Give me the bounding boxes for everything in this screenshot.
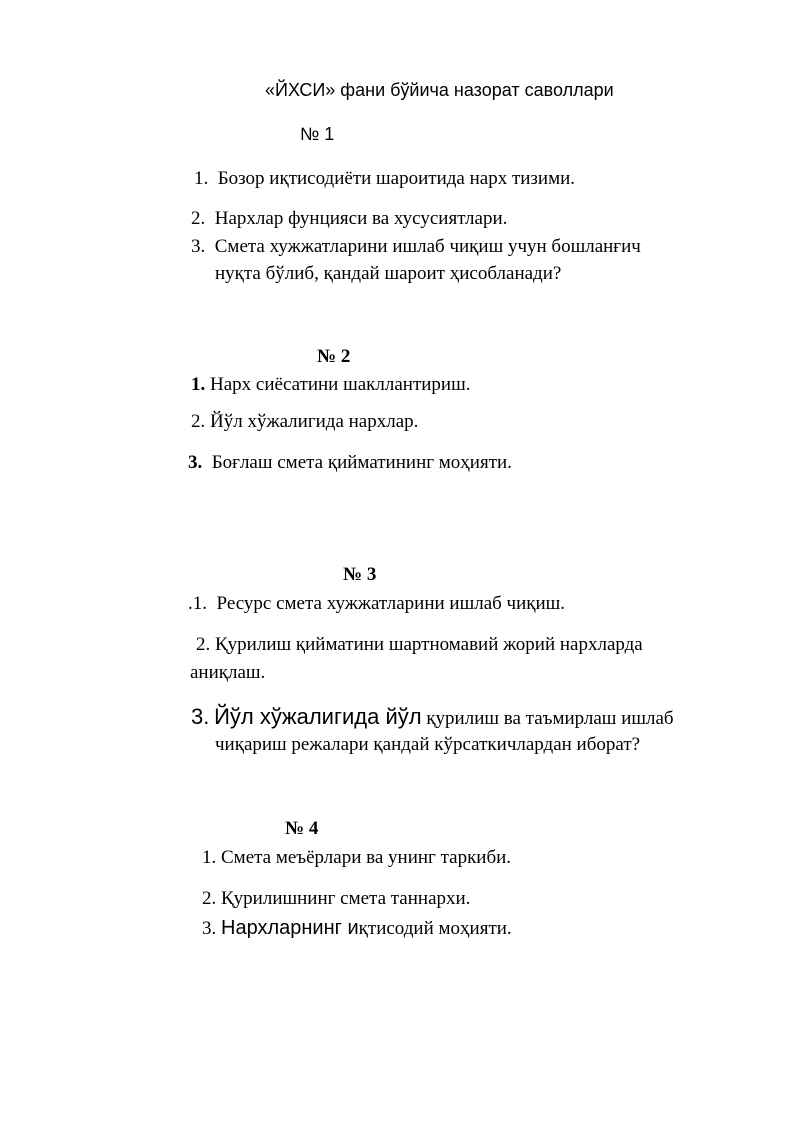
item-number: 3. <box>188 452 203 473</box>
item-text: Нархлар фунцияси ва хусусиятлари. <box>214 208 508 229</box>
list-item <box>188 592 565 616</box>
item-text: қтисодий моҳияти. <box>358 918 512 939</box>
item-text-emphasis: Нархларнинг и <box>221 917 359 939</box>
item-text-continuation: нуқта бўлиб, қандай шароит ҳисобланади? <box>215 263 562 284</box>
item-number: 2. <box>191 208 206 229</box>
item-text: Смета хужжатларини ишлаб чиқиш учун бошланғич <box>214 236 641 257</box>
item-number: .1. <box>188 593 207 614</box>
item-text: Боғлаш смета қийматининг моҳияти. <box>211 452 512 473</box>
section-2-heading: № 2 <box>317 346 351 367</box>
list-item <box>191 207 507 231</box>
page-title: «ЙХСИ» фани бўйича назорат саволлари <box>265 80 614 100</box>
item-text: Нарх сиёсатини шакллантириш. <box>210 374 471 395</box>
item-text: Ресурс смета хужжатларини ишлаб чиқиш. <box>216 593 566 614</box>
list-item <box>202 887 470 911</box>
list-item <box>191 373 470 397</box>
list-item <box>191 705 674 731</box>
item-text: Смета меъёрлари ва унинг таркиби. <box>221 847 512 868</box>
item-text: Қурилиш қийматини шартномавий жорий нархларда <box>215 634 643 655</box>
list-item <box>191 235 641 259</box>
item-number: 3. <box>191 236 206 257</box>
section-1-heading: № 1 <box>300 124 335 144</box>
item-text-emphasis: Йўл хўжалигида йўл <box>214 704 422 729</box>
item-number: 2. <box>196 634 211 655</box>
list-item <box>196 633 643 657</box>
list-item <box>191 410 418 434</box>
item-text: қурилиш ва таъмирлаш ишлаб <box>426 708 674 729</box>
list-item <box>202 916 512 941</box>
section-3-heading: № 3 <box>343 564 377 585</box>
item-number: 3. <box>191 704 210 729</box>
item-number: 1. <box>191 374 206 395</box>
section-4-heading: № 4 <box>285 818 319 839</box>
item-text: Бозор иқтисодиёти шароитида нарх тизими. <box>217 168 576 189</box>
item-number: 1. <box>202 847 217 868</box>
item-text-continuation: чиқариш режалари қандай кўрсаткичлардан иборат? <box>215 734 641 755</box>
item-text: Қурилишнинг смета таннархи. <box>221 888 471 909</box>
item-text: Йўл хўжалигида нархлар. <box>210 411 419 432</box>
list-item <box>202 846 511 870</box>
list-item <box>194 167 575 191</box>
list-item <box>188 451 512 475</box>
item-number: 2. <box>191 411 206 432</box>
item-number: 3. <box>202 918 217 939</box>
item-number: 2. <box>202 888 217 909</box>
item-number: 1. <box>194 168 209 189</box>
item-text-continuation: аниқлаш. <box>190 662 266 683</box>
